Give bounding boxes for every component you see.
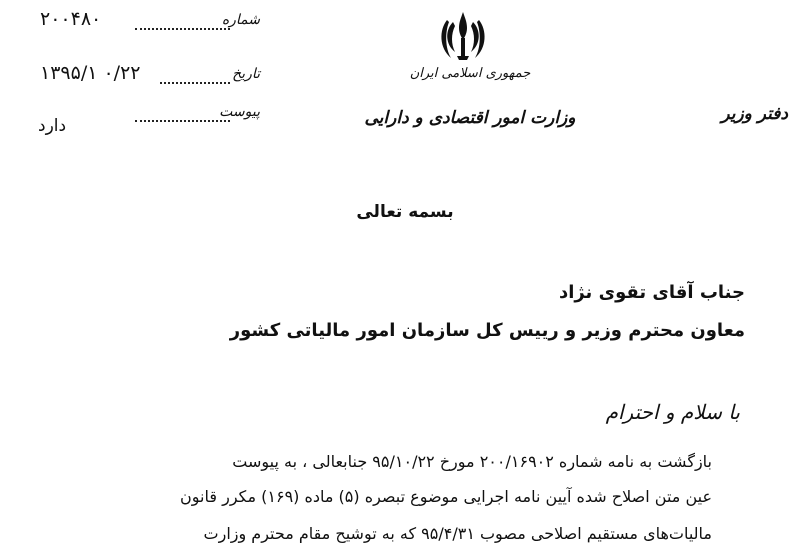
attachment-dots — [135, 120, 230, 122]
letter-date-dots — [160, 82, 230, 84]
recipient-position: معاون محترم وزیر و رییس کل سازمان امور مالیاتی کشور — [229, 320, 745, 341]
salutation-title: بسمه تعالی — [356, 202, 454, 222]
attachment-label: پیوست — [219, 104, 260, 120]
letter-number-row — [30, 8, 260, 38]
office-name: دفتر وزیر — [721, 104, 788, 124]
letter-date-label: تاریخ — [232, 66, 260, 82]
body-line-1: بازگشت به نامه شماره ۲۰۰/۱۶۹۰۲ مورخ ۹۵/۱۰/۲۲ جنابعالی ، به پیوست — [232, 452, 712, 471]
letter-number-value: ۲۰۰۴۸۰ — [40, 8, 102, 30]
recipient-name: جناب آقای تقوی نژاد — [558, 282, 745, 303]
body-line-2: عین متن اصلاح شده آیین نامه اجرایی موضوع تبصره (۵) ماده (۱۶۹) مکرر قانون — [180, 487, 712, 506]
letter-date-value: ۱۳۹۵/۱ ۰/۲۲ — [40, 62, 141, 84]
attachment-value: دارد — [38, 116, 67, 136]
letter-date-row — [30, 62, 260, 92]
iran-emblem-icon — [435, 8, 491, 64]
handwritten-greeting: با سلام و احترام — [605, 400, 740, 424]
republic-name: جمهوری اسلامی ایران — [409, 66, 531, 81]
letter-number-label: شماره — [221, 12, 260, 28]
ministry-name: وزارت امور اقتصادی و دارایی — [364, 108, 576, 128]
letter-number-dots — [135, 28, 230, 30]
body-line-3: مالیات‌های مستقیم اصلاحی مصوب ۹۵/۴/۳۱ که به توشیح مقام محترم وزارت — [203, 524, 712, 543]
